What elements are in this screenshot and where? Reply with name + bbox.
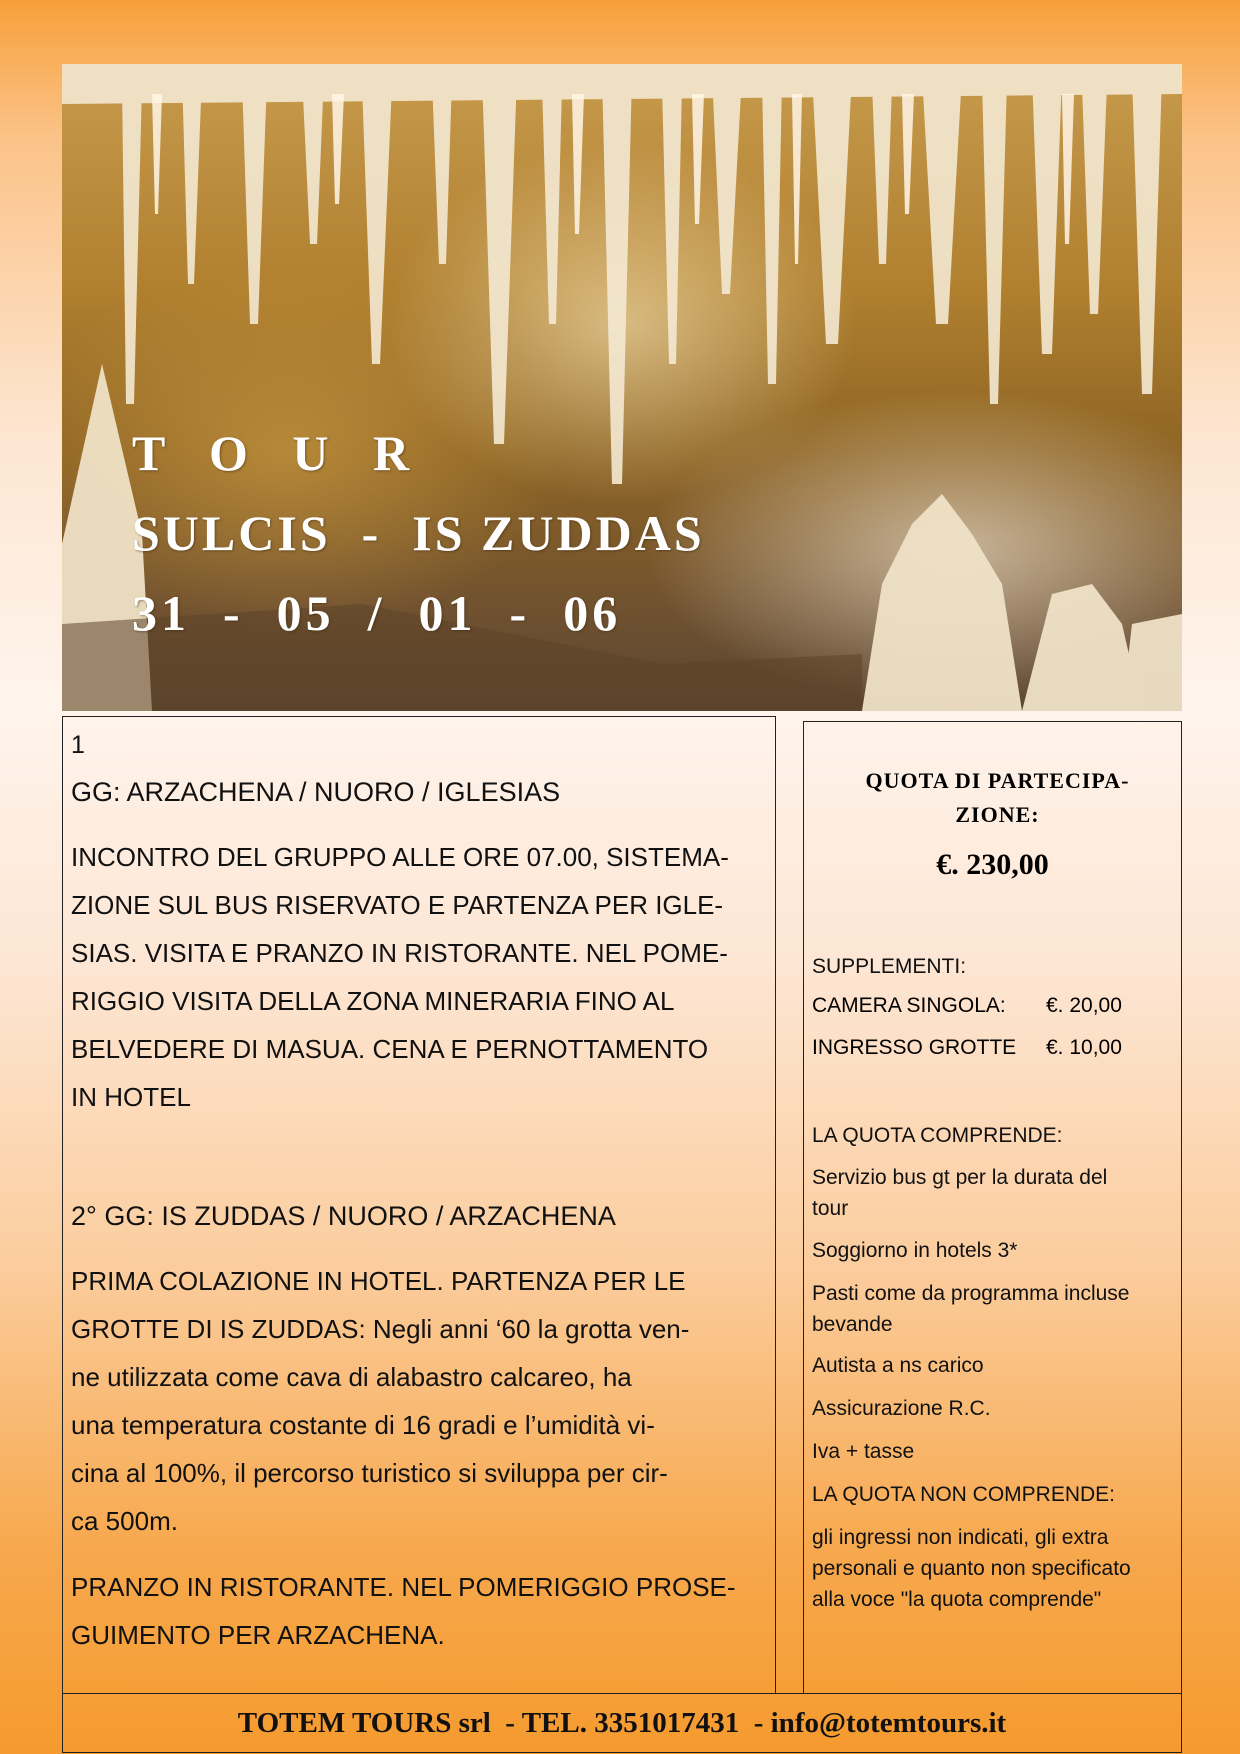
day1-number: 1 (71, 731, 85, 759)
comprende-line: bevande (812, 1313, 893, 1336)
non-comprende-line: gli ingressi non indicati, gli extra (812, 1526, 1109, 1549)
day1-line: SIAS. VISITA E PRANZO IN RISTORANTE. NEL POME- (71, 938, 728, 968)
comprende-item: Autista a ns carico (812, 1354, 984, 1377)
contact-footer: TOTEM TOURS srl - TEL. 3351017431 - info@totemtours.it (62, 1693, 1182, 1753)
comprende-line: Servizio bus gt per la durata del (812, 1166, 1108, 1189)
supplement-name: CAMERA SINGOLA: (812, 994, 1006, 1017)
non-comprende-text (812, 1522, 1173, 1615)
non-comprende-line: alla voce "la quota comprende" (812, 1588, 1102, 1611)
supplement-name: INGRESSO GROTTE (812, 1036, 1017, 1059)
day1-description (71, 833, 767, 1121)
day2-line: ne utilizzata come cava di alabastro calcareo, ha (71, 1362, 632, 1392)
day2-line: cina al 100%, il percorso turistico si sviluppa per cir- (71, 1458, 668, 1488)
day2-afternoon (71, 1563, 767, 1659)
quota-title-line: ZIONE: (955, 802, 1040, 827)
hero-title-dates: 31 - 05 / 01 - 06 (132, 585, 622, 641)
day2-line: una temperatura costante di 16 gradi e l’umidità vi- (71, 1410, 655, 1440)
day2-line: PRIMA COLAZIONE IN HOTEL. PARTENZA PER LE (71, 1266, 686, 1296)
comprende-label: LA QUOTA COMPRENDE: (812, 1124, 1063, 1147)
day2-line: GROTTE DI IS ZUDDAS: Negli anni ‘60 la grotta ven- (71, 1314, 690, 1344)
comprende-line: Pasti come da programma incluse (812, 1282, 1130, 1305)
day2-heading: 2° GG: IS ZUDDAS / NUORO / ARZACHENA (71, 1201, 616, 1231)
pricing-panel (803, 721, 1182, 1694)
supplement-price: €. 20,00 (1046, 994, 1122, 1017)
quota-price: €. 230,00 (936, 848, 1049, 881)
supplementi-label: SUPPLEMENTI: (812, 955, 967, 978)
day2-line: PRANZO IN RISTORANTE. NEL POMERIGGIO PROSE- (71, 1572, 736, 1602)
supplement-price: €. 10,00 (1046, 1036, 1122, 1059)
day1-line: INCONTRO DEL GRUPPO ALLE ORE 07.00, SISTEMA- (71, 842, 729, 872)
hero-title-destination: SULCIS - IS ZUDDAS (132, 505, 705, 561)
non-comprende-line: personali e quanto non specificato (812, 1557, 1131, 1580)
day1-line: ZIONE SUL BUS RISERVATO E PARTENZA PER IGLE- (71, 890, 724, 920)
day1-heading: GG: ARZACHENA / NUORO / IGLESIAS (71, 777, 561, 807)
day1-line: IN HOTEL (71, 1082, 191, 1112)
comprende-item: Soggiorno in hotels 3* (812, 1239, 1018, 1262)
comprende-item (812, 1278, 1173, 1340)
comprende-line: tour (812, 1197, 849, 1220)
comprende-item (812, 1162, 1173, 1224)
day2-description (71, 1257, 767, 1545)
itinerary-panel (62, 716, 776, 1694)
day1-line: BELVEDERE DI MASUA. CENA E PERNOTTAMENTO (71, 1034, 709, 1064)
hero-cave-image (62, 64, 1182, 711)
supplement-row (812, 994, 1173, 1018)
day2-line: ca 500m. (71, 1506, 178, 1536)
non-comprende-label: LA QUOTA NON COMPRENDE: (812, 1483, 1115, 1506)
comprende-item: Assicurazione R.C. (812, 1397, 991, 1420)
hero-title-tour: T O U R (132, 425, 426, 481)
supplement-row (812, 1036, 1173, 1060)
day2-line: GUIMENTO PER ARZACHENA. (71, 1620, 445, 1650)
comprende-item: Iva + tasse (812, 1440, 915, 1463)
day1-line: RIGGIO VISITA DELLA ZONA MINERARIA FINO AL (71, 986, 675, 1016)
quota-title (824, 764, 1171, 832)
quota-title-line: QUOTA DI PARTECIPA- (865, 768, 1130, 793)
